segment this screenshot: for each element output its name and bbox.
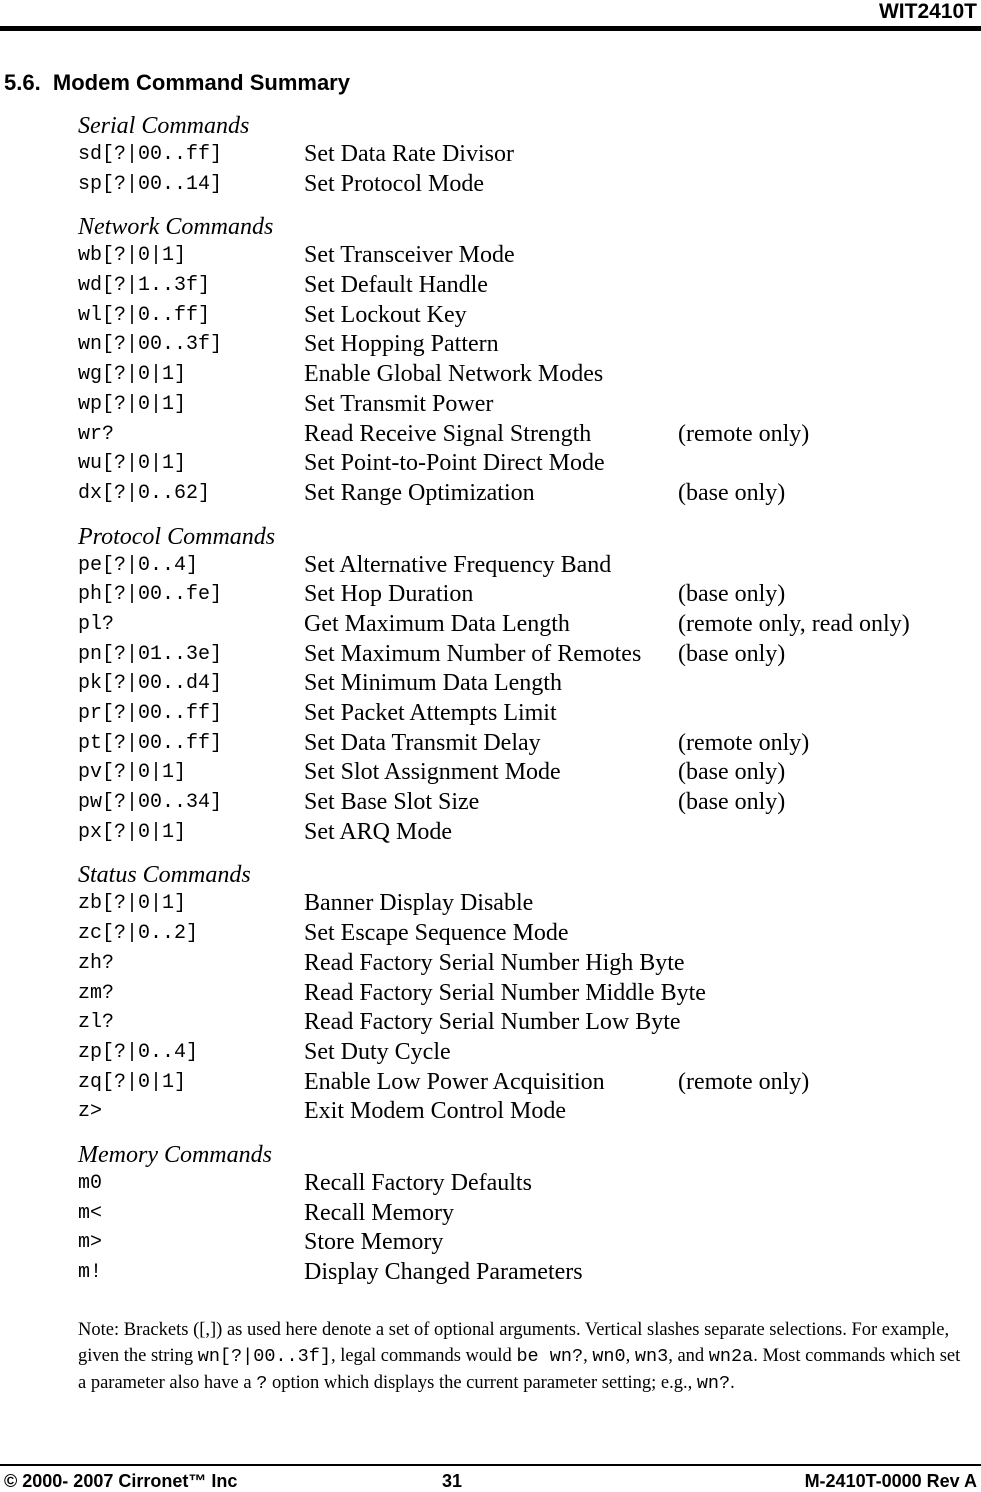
command-code: pk[?|00..d4] <box>78 672 223 696</box>
command-code: wn[?|00..3f] <box>78 333 223 357</box>
group-title: Memory Commands <box>78 1141 272 1168</box>
note-paragraph: Note: Brackets ([,]) as used here denote a set of optional arguments. Vertical slashes separate selections. For example, given the string wn[?|00..3f], legal commands would be wn?, wn0, wn3, and wn2a. Most commands which set a parameter also have a ? option which displays the current parameter setting; e.g., wn?. <box>78 1320 961 1394</box>
command-row <box>78 669 978 699</box>
command-description: Set Duty Cycle <box>304 1038 451 1065</box>
command-description: Banner Display Disable <box>304 890 534 917</box>
command-description: Set Data Transmit Delay <box>304 729 541 756</box>
command-code: zp[?|0..4] <box>78 1040 199 1064</box>
command-row <box>78 301 978 331</box>
command-row <box>78 699 978 729</box>
command-code: pv[?|0|1] <box>78 761 187 785</box>
command-row <box>78 551 978 581</box>
command-code: pe[?|0..4] <box>78 553 199 577</box>
command-description: Read Receive Signal Strength <box>304 420 592 447</box>
footer-document-number: M-2410T-0000 Rev A <box>804 1471 977 1491</box>
command-group <box>78 523 978 848</box>
command-description: Set Transceiver Mode <box>304 242 515 269</box>
command-description: Set ARQ Mode <box>304 818 453 845</box>
command-row <box>78 979 978 1009</box>
command-row <box>78 241 978 271</box>
command-description: Set Escape Sequence Mode <box>304 920 569 947</box>
command-row <box>78 729 978 759</box>
command-row <box>78 1258 978 1288</box>
command-row <box>78 271 978 301</box>
command-row <box>78 610 978 640</box>
command-row <box>78 788 978 818</box>
group-title: Protocol Commands <box>78 523 276 550</box>
command-code: pt[?|00..ff] <box>78 731 223 755</box>
command-row <box>78 889 978 919</box>
command-row <box>78 1038 978 1068</box>
command-code: zm? <box>78 981 115 1005</box>
command-code: wg[?|0|1] <box>78 363 187 387</box>
command-description: Set Lockout Key <box>304 301 467 328</box>
command-description: Enable Low Power Acquisition <box>304 1068 605 1095</box>
command-description: Exit Modem Control Mode <box>304 1098 566 1125</box>
command-code: dx[?|0..62] <box>78 481 211 505</box>
command-note: (base only) <box>678 789 786 816</box>
command-row <box>78 640 978 670</box>
command-description: Store Memory <box>304 1229 444 1256</box>
command-note: (base only) <box>678 479 786 506</box>
command-row <box>78 140 978 170</box>
command-description: Set Data Rate Divisor <box>304 141 514 167</box>
command-code: wu[?|0|1] <box>78 452 187 476</box>
command-description: Recall Memory <box>304 1199 454 1226</box>
group-title: Network Commands <box>78 214 274 241</box>
command-description: Set Point-to-Point Direct Mode <box>304 450 605 477</box>
command-code: z> <box>78 1100 103 1124</box>
command-code: m! <box>78 1261 103 1284</box>
command-description: Set Slot Assignment Mode <box>304 759 561 786</box>
command-group <box>78 861 978 1127</box>
command-row <box>78 1199 978 1229</box>
command-row <box>78 360 978 390</box>
command-code: m> <box>78 1231 103 1255</box>
command-group <box>78 213 978 508</box>
command-row <box>78 1008 978 1038</box>
command-code: zl? <box>78 1011 115 1035</box>
command-description: Read Factory Serial Number Middle Byte <box>304 979 706 1006</box>
command-row <box>78 479 978 509</box>
command-description: Set Default Handle <box>304 272 488 299</box>
command-row <box>78 758 978 788</box>
command-note: (remote only) <box>678 420 810 447</box>
command-code: sd[?|00..ff] <box>78 143 223 166</box>
command-code: pl? <box>78 612 115 636</box>
command-code: pr[?|00..ff] <box>78 702 223 725</box>
command-code: wd[?|1..3f] <box>78 274 211 298</box>
footer-page-number: 31 <box>442 1471 463 1491</box>
command-group <box>78 112 978 199</box>
command-row <box>78 580 978 610</box>
command-row <box>78 919 978 949</box>
command-row <box>78 818 978 848</box>
command-group <box>78 1141 978 1288</box>
command-description: Display Changed Parameters <box>304 1259 583 1285</box>
command-description: Set Hopping Pattern <box>304 331 499 358</box>
command-note: (remote only, read only) <box>678 610 910 637</box>
command-description: Enable Global Network Modes <box>304 361 604 388</box>
group-title: Status Commands <box>78 862 251 889</box>
command-row <box>78 1068 978 1098</box>
command-description: Get Maximum Data Length <box>304 610 570 637</box>
command-note: (base only) <box>678 640 786 667</box>
command-code: zh? <box>78 951 115 975</box>
command-description: Set Protocol Mode <box>304 170 484 197</box>
command-row <box>78 1169 978 1199</box>
command-code: wp[?|0|1] <box>78 392 187 416</box>
command-row <box>78 330 978 360</box>
command-code: wb[?|0|1] <box>78 244 187 268</box>
command-code: wr? <box>78 422 115 446</box>
section-heading: 5.6. Modem Command Summary <box>4 70 350 95</box>
document-header-title: WIT2410T <box>878 0 977 23</box>
command-description: Recall Factory Defaults <box>304 1169 532 1196</box>
command-note: (base only) <box>678 759 786 786</box>
footer-copyright: © 2000- 2007 Cirronet™ Inc <box>4 1471 238 1491</box>
command-description: Set Transmit Power <box>304 390 494 417</box>
command-description: Set Packet Attempts Limit <box>304 700 557 726</box>
command-note: (remote only) <box>678 1068 810 1095</box>
command-code: px[?|0|1] <box>78 820 187 844</box>
command-code: zc[?|0..2] <box>78 922 199 946</box>
command-code: zb[?|0|1] <box>78 892 187 916</box>
command-code: pw[?|00..34] <box>78 791 223 815</box>
command-code: sp[?|00..14] <box>78 172 223 196</box>
command-row <box>78 170 978 200</box>
command-description: Read Factory Serial Number Low Byte <box>304 1009 681 1036</box>
command-row <box>78 949 978 979</box>
command-description: Set Minimum Data Length <box>304 670 562 697</box>
group-title: Serial Commands <box>78 113 250 139</box>
command-description: Set Maximum Number of Remotes <box>304 640 642 667</box>
command-summary <box>78 112 978 1288</box>
command-row <box>78 449 978 479</box>
command-row <box>78 420 978 450</box>
command-description: Set Alternative Frequency Band <box>304 551 612 578</box>
command-code: zq[?|0|1] <box>78 1070 187 1094</box>
command-description: Set Range Optimization <box>304 479 535 506</box>
command-row <box>78 1097 978 1127</box>
command-description: Read Factory Serial Number High Byte <box>304 949 685 976</box>
command-row <box>78 390 978 420</box>
command-code: m< <box>78 1201 103 1225</box>
header-rule <box>0 26 981 31</box>
command-description: Set Base Slot Size <box>304 789 480 816</box>
command-row <box>78 1228 978 1258</box>
command-code: wl[?|0..ff] <box>78 303 211 327</box>
command-code: pn[?|01..3e] <box>78 642 223 666</box>
command-note: (remote only) <box>678 729 810 756</box>
command-code: ph[?|00..fe] <box>78 583 223 607</box>
command-code: m0 <box>78 1171 103 1195</box>
command-note: (base only) <box>678 581 786 608</box>
command-description: Set Hop Duration <box>304 581 474 608</box>
footer-rule <box>0 1464 981 1466</box>
